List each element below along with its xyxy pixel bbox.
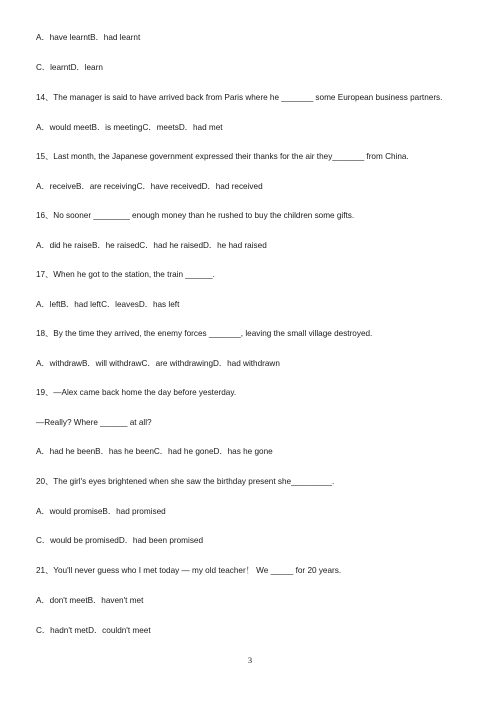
answer-options-q17: A．leftB．had leftC．leavesD．has left [36, 300, 180, 309]
answer-options-q20-cd: C．would be promisedD．had been promised [36, 536, 204, 545]
question-15: 15、Last month, the Japanese government expressed their thanks for the air they_______ from China. [36, 152, 409, 161]
answer-options-q20-ab: A．would promiseB．had promised [36, 507, 166, 516]
question-17: 17、When he got to the station, the train ______. [36, 270, 215, 279]
answer-options-q13-ab: A．have learntB．had learnt [36, 33, 141, 42]
question-19-line-1: 19、—Alex came back home the day before yesterday. [36, 388, 237, 397]
answer-options-q21-ab: A．don't meetB．haven't met [36, 596, 144, 605]
answer-options-q18: A．withdrawB．will withdrawC．are withdrawingD．had withdrawn [36, 359, 280, 368]
question-19-line-2: —Really? Where ______ at all? [36, 418, 152, 427]
question-18: 18、By the time they arrived, the enemy forces _______, leaving the small village destroyed. [36, 329, 373, 338]
answer-options-q16: A．did he raiseB．he raisedC．had he raisedD．he had raised [36, 241, 267, 250]
question-16: 16、No sooner ________ enough money than he rushed to buy the children some gifts. [36, 211, 355, 220]
answer-options-q19: A．had he beenB．has he beenC．had he goneD．has he gone [36, 447, 273, 456]
answer-options-q15: A．receiveB．are receivingC．have receivedD．had received [36, 182, 263, 191]
answer-options-q14: A．would meetB．is meetingC．meetsD．had met [36, 123, 223, 132]
question-21: 21、You'll never guess who I met today — my old teacher！ We _____ for 20 years. [36, 566, 342, 575]
question-14: 14、The manager is said to have arrived back from Paris where he _______ some European business partners. [36, 93, 443, 102]
answer-options-q13-cd: C．learntD．learn [36, 63, 103, 72]
question-20: 20、The girl's eyes brightened when she saw the birthday present she_________. [36, 477, 335, 486]
page-number: 3 [247, 655, 253, 665]
answer-options-q21-cd: C．hadn't metD．couldn't meet [36, 626, 151, 635]
